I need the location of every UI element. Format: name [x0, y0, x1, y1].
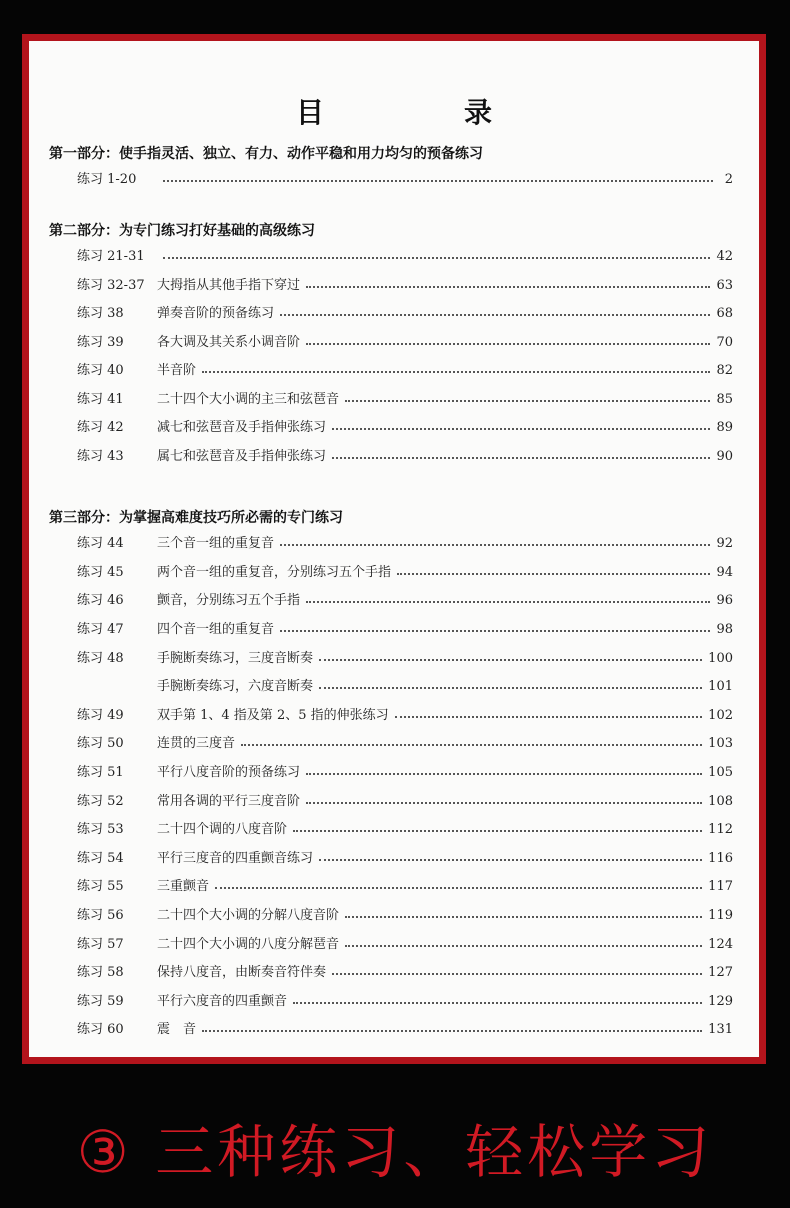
- toc-row: [77, 531, 733, 551]
- exercise-number: 练习 51: [77, 765, 124, 780]
- leader-dots: [332, 428, 710, 430]
- exercise-title: 半音阶: [157, 363, 197, 378]
- toc-row: [77, 560, 733, 580]
- leader-dots: [306, 802, 702, 804]
- exercise-number: 练习 53: [77, 822, 124, 837]
- toc-row: [77, 444, 733, 464]
- exercise-title: 常用各调的平行三度音阶: [157, 794, 301, 809]
- exercise-number: 练习 49: [77, 708, 124, 723]
- section-heading-3: 第三部分：为掌握高难度技巧所必需的专门练习: [49, 510, 343, 526]
- exercise-number: 练习 50: [77, 736, 124, 751]
- page-number: 129: [708, 994, 733, 1009]
- page-number: 112: [708, 822, 733, 837]
- page-number: 127: [708, 965, 733, 980]
- toc-row: [77, 588, 733, 608]
- document-page: [29, 41, 759, 1057]
- page-number: 2: [724, 172, 733, 187]
- page-number: 90: [716, 449, 733, 464]
- section-heading-2: 第二部分：为专门练习打好基础的高级练习: [49, 223, 315, 239]
- page-number: 103: [708, 736, 733, 751]
- toc-row: [77, 703, 733, 723]
- leader-dots: [345, 916, 702, 918]
- leader-dots: [306, 773, 702, 775]
- exercise-title: 双手第 1、4 指及第 2、5 指的伸张练习: [157, 708, 389, 723]
- leader-dots: [202, 371, 710, 373]
- exercise-number: 练习 58: [77, 965, 124, 980]
- exercise-number: 练习 48: [77, 651, 124, 666]
- leader-dots: [319, 659, 702, 661]
- exercise-number: 练习 55: [77, 879, 124, 894]
- exercise-title: 二十四个大小调的主三和弦琶音: [157, 392, 340, 407]
- exercise-number: 练习 52: [77, 794, 124, 809]
- exercise-number: 练习 56: [77, 908, 124, 923]
- leader-dots: [345, 400, 710, 402]
- exercise-number: 练习 47: [77, 622, 124, 637]
- toc-row: [77, 167, 733, 187]
- leader-dots: [319, 687, 702, 689]
- toc-row: [77, 674, 733, 694]
- leader-dots: [332, 973, 702, 975]
- leader-dots: [280, 630, 710, 632]
- leader-dots: [215, 887, 702, 889]
- leader-dots: [306, 343, 710, 345]
- leader-dots: [293, 1002, 702, 1004]
- exercise-number: 练习 46: [77, 593, 124, 608]
- exercise-number: 练习 54: [77, 851, 124, 866]
- toc-row: [77, 731, 733, 751]
- exercise-title: 减七和弦琶音及手指伸张练习: [157, 420, 327, 435]
- leader-dots: [319, 859, 702, 861]
- toc-row: [77, 903, 733, 923]
- page-number: 94: [716, 565, 733, 580]
- toc-row: [77, 760, 733, 780]
- promo-banner: ③ 三种练习、轻松学习: [76, 1118, 714, 1186]
- toc-row: [77, 932, 733, 952]
- leader-dots: [163, 257, 710, 259]
- toc-row: [77, 617, 733, 637]
- page-title: 目 录: [295, 96, 548, 129]
- exercise-title: 四个音一组的重复音: [157, 622, 275, 637]
- page-number: 85: [716, 392, 733, 407]
- exercise-number: 练习 57: [77, 937, 124, 952]
- exercise-title: 手腕断奏练习，六度音断奏: [157, 679, 314, 694]
- exercise-number: 练习 43: [77, 449, 124, 464]
- exercise-title: 手腕断奏练习，三度音断奏: [157, 651, 314, 666]
- exercise-title: 属七和弦琶音及手指伸张练习: [157, 449, 327, 464]
- leader-dots: [293, 830, 702, 832]
- page-number: 98: [716, 622, 733, 637]
- toc-row: [77, 960, 733, 980]
- exercise-title: 三重颤音: [157, 879, 210, 894]
- exercise-number: 练习 60: [77, 1022, 124, 1037]
- toc-row: [77, 646, 733, 666]
- page-number: 63: [716, 278, 733, 293]
- section-heading-1: 第一部分：使手指灵活、独立、有力、动作平稳和用力均匀的预备练习: [49, 146, 483, 162]
- page-number: 89: [716, 420, 733, 435]
- exercise-title: 平行六度音的四重颤音: [157, 994, 288, 1009]
- exercise-number: 练习 59: [77, 994, 124, 1009]
- leader-dots: [280, 314, 710, 316]
- exercise-title: 平行八度音阶的预备练习: [157, 765, 301, 780]
- exercise-number: 练习 40: [77, 363, 124, 378]
- toc-row: [77, 874, 733, 894]
- exercise-title: 各大调及其关系小调音阶: [157, 335, 301, 350]
- exercise-title: 颤音，分别练习五个手指: [157, 593, 301, 608]
- leader-dots: [280, 544, 710, 546]
- leader-dots: [163, 180, 713, 182]
- exercise-title: 震 音: [157, 1022, 197, 1037]
- exercise-title: 二十四个调的八度音阶: [157, 822, 288, 837]
- page-number: 96: [716, 593, 733, 608]
- page-number: 42: [716, 249, 733, 264]
- page-number: 105: [708, 765, 733, 780]
- toc-row: [77, 244, 733, 264]
- leader-dots: [345, 945, 702, 947]
- exercise-title: 三个音一组的重复音: [157, 536, 275, 551]
- page-number: 92: [716, 536, 733, 551]
- exercise-number: 练习 41: [77, 392, 124, 407]
- toc-row: [77, 817, 733, 837]
- page-number: 131: [708, 1022, 733, 1037]
- page-number: 70: [716, 335, 733, 350]
- exercise-title: 大拇指从其他手指下穿过: [157, 278, 301, 293]
- exercise-number: 练习 1-20: [77, 172, 137, 187]
- page-number: 108: [708, 794, 733, 809]
- leader-dots: [202, 1030, 702, 1032]
- exercise-number: 练习 38: [77, 306, 124, 321]
- toc-row: [77, 301, 733, 321]
- exercise-title: 二十四个大小调的分解八度音阶: [157, 908, 340, 923]
- toc-row: [77, 387, 733, 407]
- toc-row: [77, 273, 733, 293]
- toc-row: [77, 846, 733, 866]
- toc-row: [77, 330, 733, 350]
- leader-dots: [306, 601, 710, 603]
- toc-row: [77, 358, 733, 378]
- page-number: 119: [708, 908, 733, 923]
- page-number: 101: [708, 679, 733, 694]
- exercise-number: 练习 32-37: [77, 278, 145, 293]
- page-number: 82: [716, 363, 733, 378]
- toc-row: [77, 1017, 733, 1037]
- exercise-number: 练习 39: [77, 335, 124, 350]
- leader-dots: [397, 573, 710, 575]
- page-number: 68: [716, 306, 733, 321]
- exercise-number: 练习 21-31: [77, 249, 145, 264]
- leader-dots: [241, 744, 702, 746]
- exercise-title: 二十四个大小调的八度分解琶音: [157, 937, 340, 952]
- document-frame: [22, 34, 766, 1064]
- leader-dots: [395, 716, 703, 718]
- exercise-title: 弹奏音阶的预备练习: [157, 306, 275, 321]
- page-number: 116: [708, 851, 733, 866]
- leader-dots: [306, 286, 710, 288]
- leader-dots: [332, 457, 710, 459]
- toc-row: [77, 989, 733, 1009]
- page-number: 124: [708, 937, 733, 952]
- exercise-number: 练习 45: [77, 565, 124, 580]
- page-number: 117: [708, 879, 733, 894]
- exercise-title: 连贯的三度音: [157, 736, 236, 751]
- toc-row: [77, 789, 733, 809]
- toc-row: [77, 415, 733, 435]
- exercise-title: 两个音一组的重复音，分别练习五个手指: [157, 565, 392, 580]
- page-number: 102: [708, 708, 733, 723]
- exercise-title: 保持八度音，由断奏音符伴奏: [157, 965, 327, 980]
- page-number: 100: [708, 651, 733, 666]
- exercise-title: 平行三度音的四重颤音练习: [157, 851, 314, 866]
- exercise-number: 练习 44: [77, 536, 124, 551]
- exercise-number: 练习 42: [77, 420, 124, 435]
